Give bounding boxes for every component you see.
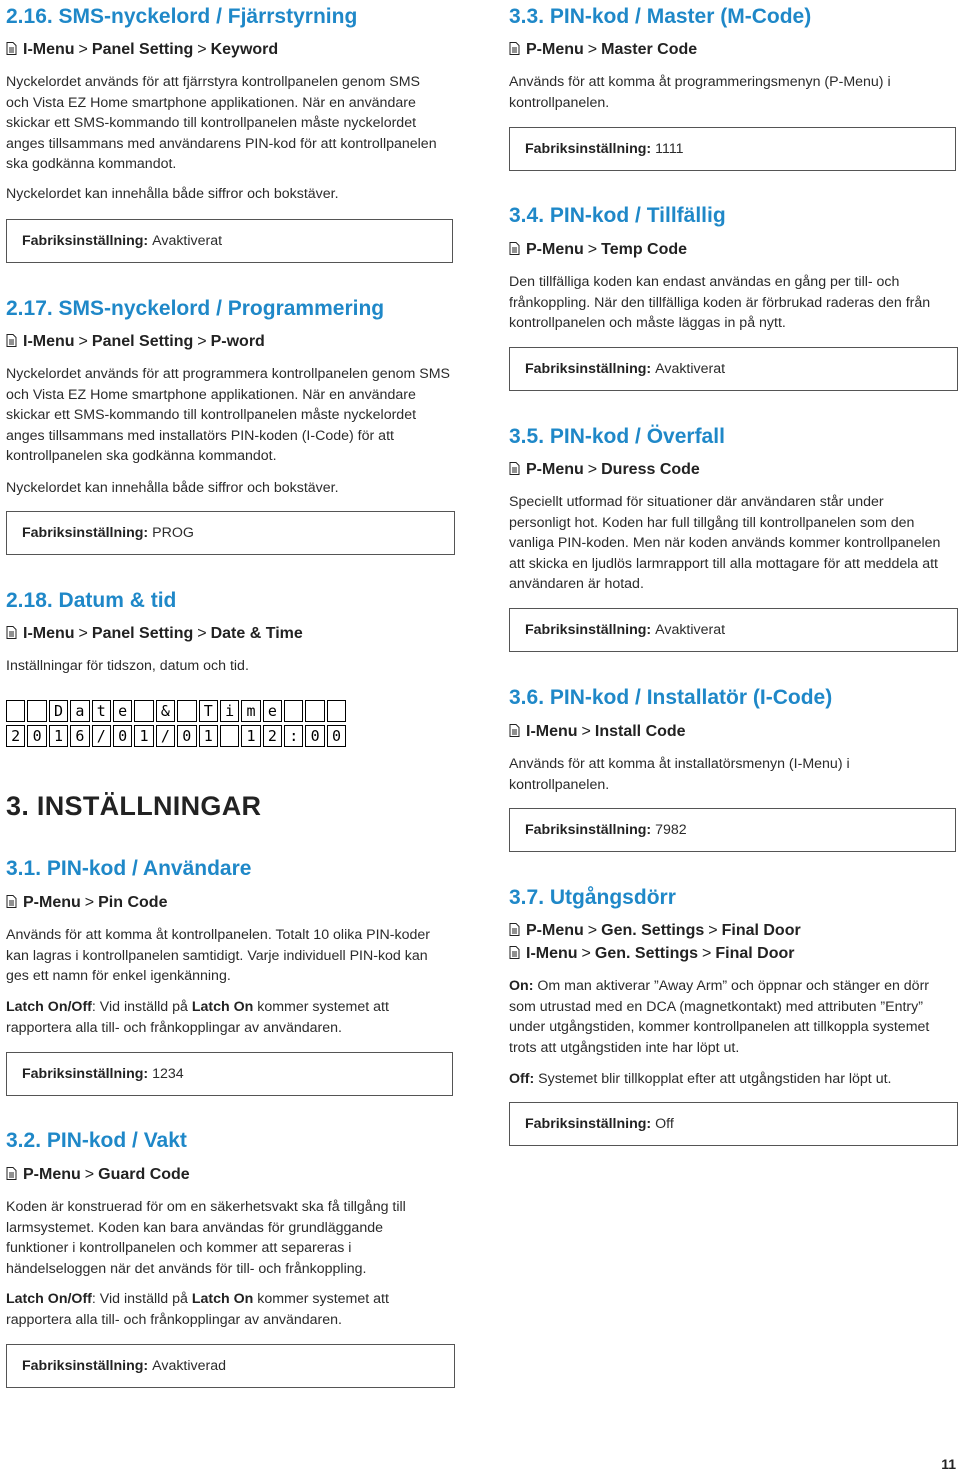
section-3-2-title: 3.2. PIN-kod / Vakt [6,1129,187,1152]
lcd-cell: 6 [70,725,89,747]
lcd-cell [134,700,153,722]
default-value: 1234 [152,1066,184,1082]
section-2-16-description: Nyckelordet används för att fjärrstyra kontrollpanelen genom SMS och Vista EZ Home smartphone applikationen. När en användare skickar ett SMS-kommando till kontrollpanelen måste nyckelordet anges tillsammans med användarens PIN-kod för att kontrollpanelen ska godkänna kommandot. [6,74,437,172]
section-3-5-menu-path: P-Menu > Duress Code [509,459,700,481]
section-3-1-default-box [6,1052,453,1096]
lcd-cell: e [113,700,132,722]
document-icon [509,724,520,737]
section-3-2-description: Koden är konstruerad för om en säkerhetsvakt ska få tillgång till larmsystemet. Koden kan bara användas för grundläggande funktioner i kontrollpanelen och kommer att separeras i händelseloggen när det används för till- och frånkoppling. [6,1199,406,1277]
section-3-6-title: 3.6. PIN-kod / Installatör (I-Code) [509,686,833,709]
section-3-4-description: Den tillfälliga koden kan endast användas en gång per till- och frånkoppling. När den tillfälliga koden är förbrukad raderas den från kontrollpanelen och måste läggas in på nytt. [509,274,931,331]
default-label: Fabriksinställning: [22,233,149,249]
document-icon [509,242,520,255]
section-3-7-on-note: On: Om man aktiverar ”Away Arm” och öppnar och stänger en dörr som utrustad med en DCA (magnetkontakt) med attributen ”Entry” under utgångstiden, kommer kontrollpanelen att tillkoppla systemet trots att utgångstiden inte har löpt ut. [509,978,930,1056]
default-label: Fabriksinställning: [525,622,652,638]
document-icon [6,42,17,55]
page-number: 11 [941,1456,956,1472]
section-2-17-default-box [6,511,455,555]
section-3-5-title: 3.5. PIN-kod / Överfall [509,425,725,448]
lcd-cell [177,700,196,722]
lcd-cell: i [220,700,239,722]
document-icon [509,42,520,55]
default-value: PROG [152,525,194,541]
document-icon [509,923,520,936]
default-label: Fabriksinställning: [525,141,652,157]
section-3-1-title: 3.1. PIN-kod / Användare [6,857,252,880]
default-value: Avaktiverad [152,1358,227,1374]
section-3-4-menu-path: P-Menu > Temp Code [509,239,687,261]
section-3-5-description: Speciellt utformad för situationer där användaren står under personligt hot. Koden har full tillgång till kontrollpanelen som den vanliga PIN-koden. Men när koden används kommer kontrollpanelen att skicka en ljudlös larmrapport till alla mottagare för att meddela att användaren är hotad. [509,494,941,592]
lcd-cell: 0 [305,725,324,747]
default-value: Off [655,1116,674,1132]
section-3-6-description: Används för att komma åt installatörsmenyn (I-Menu) i kontrollpanelen. [509,756,850,793]
lcd-cell: T [199,700,218,722]
section-2-16-title: 2.16. SMS-nyckelord / Fjärrstyrning [6,5,358,28]
section-3-4-default-box [509,347,958,391]
lcd-cell: & [156,700,175,722]
section-3-3-title: 3.3. PIN-kod / Master (M-Code) [509,5,812,28]
default-value: 1111 [655,141,684,157]
lcd-cell: a [70,700,89,722]
section-2-18-description: Inställningar för tidszon, datum och tid. [6,658,249,674]
lcd-cell: m [241,700,260,722]
default-label: Fabriksinställning: [525,361,652,377]
lcd-row-1 [6,700,346,722]
section-3-4-title: 3.4. PIN-kod / Tillfällig [509,204,726,227]
lcd-cell [305,700,324,722]
section-3-6-default-box [509,808,956,852]
document-icon [6,895,17,908]
section-2-16-menu-path: I-Menu > Panel Setting > Keyword [6,39,278,61]
lcd-cell: 0 [177,725,196,747]
lcd-cell: : [284,725,303,747]
section-2-17-menu-path: I-Menu > Panel Setting > P-word [6,331,265,353]
default-label: Fabriksinställning: [22,1358,149,1374]
section-2-18-title: 2.18. Datum & tid [6,589,177,612]
default-label: Fabriksinställning: [525,1116,652,1132]
lcd-cell: 0 [113,725,132,747]
section-3-2-default-box [6,1344,455,1388]
lcd-cell: 1 [134,725,153,747]
document-icon [6,1167,17,1180]
lcd-cell: t [92,700,111,722]
section-2-16-default-box [6,219,453,263]
default-value: 7982 [655,822,687,838]
section-3-7-default-box [509,1102,958,1146]
section-3-3-menu-path: P-Menu > Master Code [509,39,697,61]
lcd-display [6,700,346,750]
document-icon [6,626,17,639]
document-icon [6,334,17,347]
section-3-5-default-box [509,608,958,652]
lcd-cell: e [263,700,282,722]
lcd-cell: 1 [241,725,260,747]
section-3-1-latch-note: Latch On/Off: Vid inställd på Latch On kommer systemet att rapportera alla till- och frånkopplingar av användaren. [6,999,389,1036]
section-3-1-description: Används för att komma åt kontrollpanelen. Totalt 10 olika PIN-koder kan lagras i kontrollpanelen samtidigt. Varje individuell PIN-kod kan ges ett namn för enkel igenkänning. [6,927,431,984]
section-2-17-title: 2.17. SMS-nyckelord / Programmering [6,297,385,320]
lcd-cell: / [156,725,175,747]
section-2-17-description: Nyckelordet används för att programmera kontrollpanelen genom SMS och Vista EZ Home smartphone applikationen. När en användare skickar ett SMS-kommando till kontrollpanelen måste nyckelordet anges tillsammans med installatörs PIN-koden (I-Code) för att kontrollpanelen ska godkänna kommandot. [6,366,450,464]
section-2-17-note: Nyckelordet kan innehålla både siffror och bokstäver. [6,480,339,496]
chapter-3-title: 3. INSTÄLLNINGAR [6,791,262,821]
lcd-cell: 0 [27,725,46,747]
default-label: Fabriksinställning: [22,525,149,541]
default-label: Fabriksinställning: [525,822,652,838]
section-3-6-menu-path: I-Menu > Install Code [509,721,686,743]
default-value: Avaktiverat [655,622,726,638]
lcd-cell: 2 [263,725,282,747]
section-3-2-menu-path: P-Menu > Guard Code [6,1164,190,1186]
lcd-cell [220,725,239,747]
section-3-7-off-note: Off: Systemet blir tillkopplat efter att utgångstiden har löpt ut. [509,1071,892,1087]
lcd-cell: 2 [6,725,25,747]
section-3-7-menu-path-1: P-Menu > Gen. Settings > Final Door [509,920,801,942]
lcd-row-2 [6,725,346,747]
lcd-cell: D [49,700,68,722]
section-3-2-latch-note: Latch On/Off: Vid inställd på Latch On kommer systemet att rapportera alla till- och frånkopplingar av användaren. [6,1291,389,1328]
lcd-cell [284,700,303,722]
lcd-cell [327,700,346,722]
default-label: Fabriksinställning: [22,1066,149,1082]
default-value: Avaktiverat [152,233,223,249]
section-3-3-default-box [509,127,956,171]
lcd-cell: / [92,725,111,747]
document-icon [509,462,520,475]
section-2-16-note: Nyckelordet kan innehålla både siffror och bokstäver. [6,186,339,202]
section-3-3-description: Används för att komma åt programmeringsmenyn (P-Menu) i kontrollpanelen. [509,74,891,111]
lcd-cell: 0 [327,725,346,747]
lcd-cell: 1 [49,725,68,747]
section-3-7-title: 3.7. Utgångsdörr [509,886,676,909]
section-3-7-menu-path-2: I-Menu > Gen. Settings > Final Door [509,943,794,965]
lcd-cell [6,700,25,722]
document-icon [509,946,520,959]
section-3-1-menu-path: P-Menu > Pin Code [6,892,167,914]
lcd-cell [27,700,46,722]
section-2-18-menu-path: I-Menu > Panel Setting > Date & Time [6,623,303,645]
default-value: Avaktiverat [655,361,726,377]
lcd-cell: 1 [199,725,218,747]
